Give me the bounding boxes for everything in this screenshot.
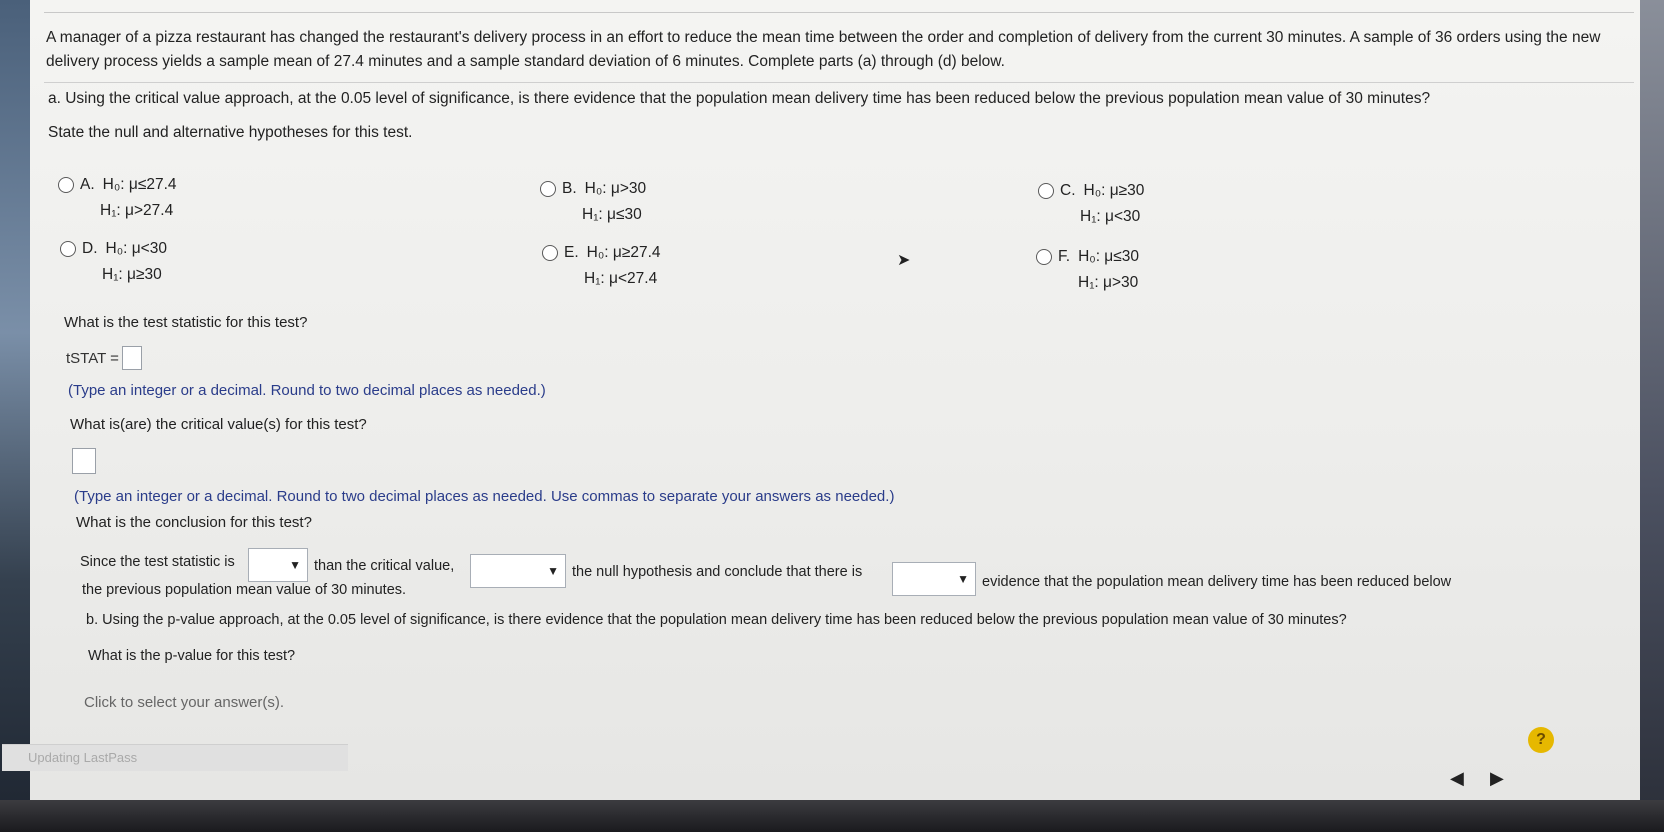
decision-dropdown[interactable] <box>470 554 566 588</box>
dropdown-arrow-icon: ▼ <box>957 572 969 586</box>
dropdown-arrow-icon: ▼ <box>547 564 559 578</box>
option-a[interactable]: A. H₀: μ≤27.4 H₁: μ>27.4 <box>58 172 177 224</box>
radio-icon[interactable] <box>1036 249 1052 265</box>
intro-divider <box>44 82 1634 83</box>
conclusion-text-4: evidence that the population mean delivery time has been reduced below <box>982 574 1452 590</box>
prev-arrow-icon[interactable]: ◀ <box>1450 768 1464 788</box>
help-button[interactable]: ? <box>1528 727 1554 753</box>
conclusion-question: What is the conclusion for this test? <box>76 514 312 531</box>
test-stat-question: What is the test statistic for this test? <box>64 314 308 331</box>
tstat-hint: (Type an integer or a decimal. Round to two decimal places as needed.) <box>68 382 546 399</box>
conclusion-text-5: the previous population mean value of 30 minutes. <box>82 582 407 598</box>
screen-bottom-bezel <box>0 800 1664 832</box>
option-e[interactable]: E. H₀: μ≥27.4 H₁: μ<27.4 <box>542 240 661 292</box>
radio-icon[interactable] <box>540 181 556 197</box>
dropdown-arrow-icon: ▼ <box>289 558 301 572</box>
mouse-cursor-icon: ➤ <box>897 252 911 269</box>
footer-prompt: Click to select your answer(s). <box>84 694 285 711</box>
part-a-question: a. Using the critical value approach, at the 0.05 level of significance, is there evidence that the population mean delivery time has been reduced below the previous population mean value of 30 minutes? <box>48 90 1431 107</box>
conclusion-text-2: than the critical value, <box>314 558 455 574</box>
question-panel <box>30 0 1640 800</box>
desk-background-left <box>0 0 30 832</box>
radio-icon[interactable] <box>1038 183 1054 199</box>
critical-value-input[interactable] <box>72 448 96 474</box>
evidence-dropdown[interactable] <box>892 562 976 596</box>
extension-status: Updating LastPass <box>2 744 348 771</box>
option-b[interactable]: B. H₀: μ>30 H₁: μ≤30 <box>540 176 646 228</box>
part-b-question: b. Using the p-value approach, at the 0.05 level of significance, is there evidence that the population mean delivery time has been reduced below the previous population mean value of 30 minutes? <box>86 612 1347 628</box>
option-f[interactable]: F. H₀: μ≤30 H₁: μ>30 <box>1036 244 1139 296</box>
problem-intro: A manager of a pizza restaurant has changed the restaurant's delivery process in an effort to reduce the mean time between the order and completion of delivery from the current 30 minutes. A sample of 36 orders using the new delivery process yields a sample mean of 27.4 minutes and a sample standard deviation of 6 minutes. Complete parts (a) through (d) below. <box>46 29 1601 70</box>
pvalue-question: What is the p-value for this test? <box>88 648 296 664</box>
next-arrow-icon[interactable]: ▶ <box>1490 768 1504 788</box>
conclusion-text-3: the null hypothesis and conclude that there is <box>572 564 863 580</box>
hypotheses-prompt: State the null and alternative hypotheses for this test. <box>48 124 413 141</box>
conclusion-text-1: Since the test statistic is <box>80 554 235 570</box>
critical-question: What is(are) the critical value(s) for this test? <box>70 416 367 433</box>
desk-background-right <box>1640 0 1664 832</box>
tstat-input[interactable] <box>122 346 142 370</box>
tstat-label: tSTAT = <box>66 350 119 367</box>
critical-hint: (Type an integer or a decimal. Round to two decimal places as needed. Use commas to separate your answers as needed.) <box>74 488 895 505</box>
radio-icon[interactable] <box>542 245 558 261</box>
option-d[interactable]: D. H₀: μ<30 H₁: μ≥30 <box>60 236 167 288</box>
comparison-dropdown[interactable] <box>248 548 308 582</box>
radio-icon[interactable] <box>60 241 76 257</box>
top-divider <box>44 12 1634 13</box>
radio-icon[interactable] <box>58 177 74 193</box>
option-c[interactable]: C. H₀: μ≥30 H₁: μ<30 <box>1038 178 1144 230</box>
